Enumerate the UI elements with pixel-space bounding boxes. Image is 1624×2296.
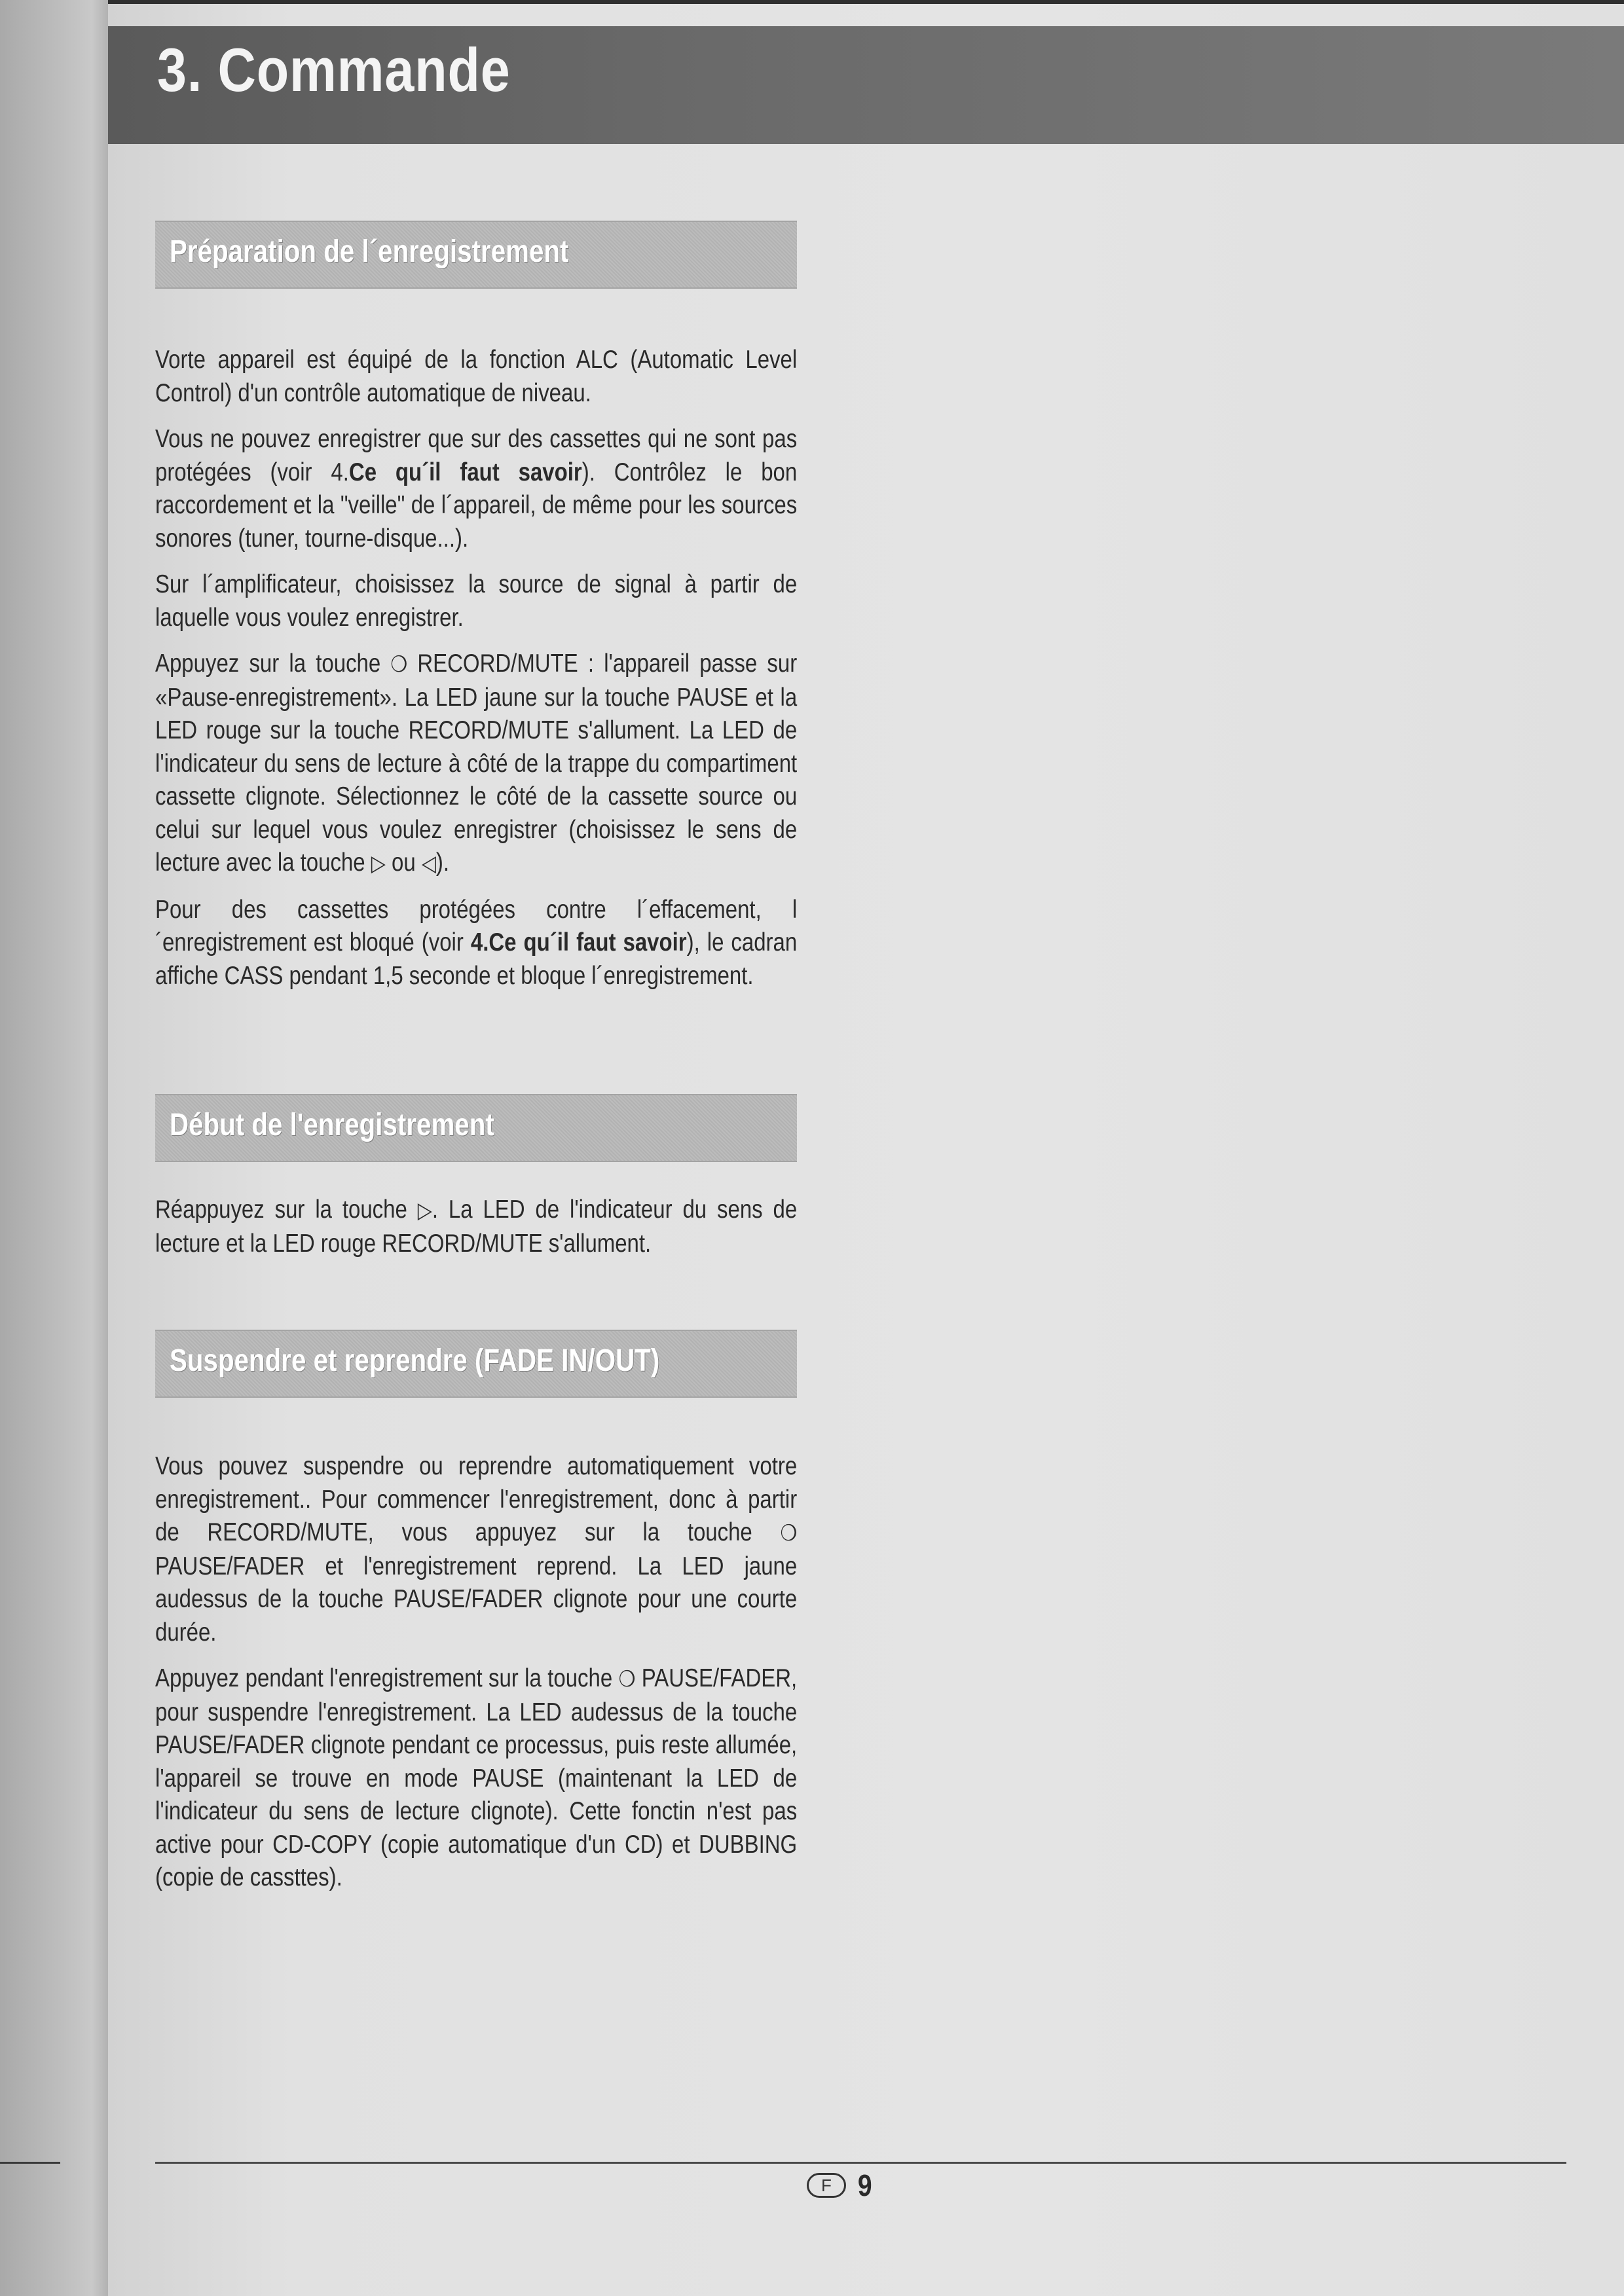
scanned-page-edge <box>0 0 108 2296</box>
top-rule <box>108 0 1624 4</box>
footer-rule <box>155 2162 1566 2164</box>
paragraph: Sur l´amplificateur, choisissez la source de signal à partir de laquelle vous voulez enregistrer. <box>155 570 798 632</box>
paragraph: Vous ne pouvez enregistrer que sur des cassettes qui ne sont pas protégées (voir 4.Ce qu´il faut savoir). Contrôlez le bon raccordement et la "veille" de l´appareil, de même pour les sources sonores (tuner, tourne-disque...). <box>155 425 798 553</box>
language-badge: F <box>807 2173 846 2198</box>
section-title: Préparation de l´enregistrement <box>170 234 569 269</box>
play-forward-icon: ▷ <box>371 850 386 877</box>
section-body-debut <box>155 1194 797 1273</box>
paragraph: Vous pouvez suspendre ou reprendre automatiquement votre enregistrement.. Pour commencer l'enregistrement, donc à partir de RECORD/MUTE, vous appuyez sur la touche ❍ PAUSE/FADER et l'enregistrement reprend. La LED jaune audessus de la touche PAUSE/FADER clignote pour une courte durée. <box>155 1452 798 1647</box>
record-button-icon: ❍ <box>390 651 408 678</box>
chapter-title: 3. Commande <box>157 35 511 104</box>
section-title: Suspendre et reprendre (FADE IN/OUT) <box>170 1343 660 1378</box>
section-title: Début de l'enregistrement <box>170 1108 494 1142</box>
paragraph: Réappuyez sur la touche ▷. La LED de l'indicateur du sens de lecture et la LED rouge RECORD/MUTE s'allument. <box>155 1195 798 1258</box>
section-body-suspendre <box>155 1450 797 1908</box>
cross-reference: 4.Ce qu´il faut savoir <box>470 928 687 957</box>
section-header-suspendre <box>155 1330 797 1398</box>
play-reverse-icon: ◁ <box>421 850 436 877</box>
section-header-preparation <box>155 221 797 289</box>
cross-reference: Ce qu´il faut savoir <box>348 458 582 486</box>
paragraph: Pour des cassettes protégées contre l´effacement, l´enregistrement est bloqué (voir 4.Ce qu´il faut savoir), le cadran affiche CASS pendant 1,5 seconde et bloque l´enregistrement. <box>155 895 798 990</box>
paragraph: Appuyez sur la touche ❍ RECORD/MUTE : l'appareil passe sur «Pause-enregistrement». La LED jaune sur la touche PAUSE et la LED rouge sur la touche RECORD/MUTE s'allument. La LED de l'indicateur du sens de lecture à côté de la trappe du compartiment cassette clignote. Sélectionnez le côté de la cassette source ou celui sur lequel vous voulez enregistrer (choisissez le sens de lecture avec la touche ▷ ou ◁). <box>155 647 797 881</box>
section-body-preparation <box>155 344 797 1006</box>
paragraph: Vorte appareil est équipé de la fonction ALC (Automatic Level Control) d'un contrôle automatique de niveau. <box>155 346 798 407</box>
page-footer <box>807 2166 874 2205</box>
page-number: 9 <box>857 2168 872 2202</box>
paragraph: Appuyez pendant l'enregistrement sur la touche ❍ PAUSE/FADER, pour suspendre l'enregistrement. La LED audessus de la touche PAUSE/FADER clignote pendant ce processus, puis reste allumée, l'appareil se trouve en mode PAUSE (maintenant la LED de l'indicateur du sens de lecture clignote). Cette fonctin n'est pas active pour CD-COPY (copie automatique d'un CD) et DUBBING (copie de cassttes). <box>155 1664 798 1891</box>
pause-button-icon: ❍ <box>618 1666 636 1692</box>
play-forward-icon: ▷ <box>417 1197 432 1224</box>
pause-button-icon: ❍ <box>780 1520 798 1546</box>
page-edge-rule <box>0 2162 60 2164</box>
section-header-debut <box>155 1094 797 1162</box>
